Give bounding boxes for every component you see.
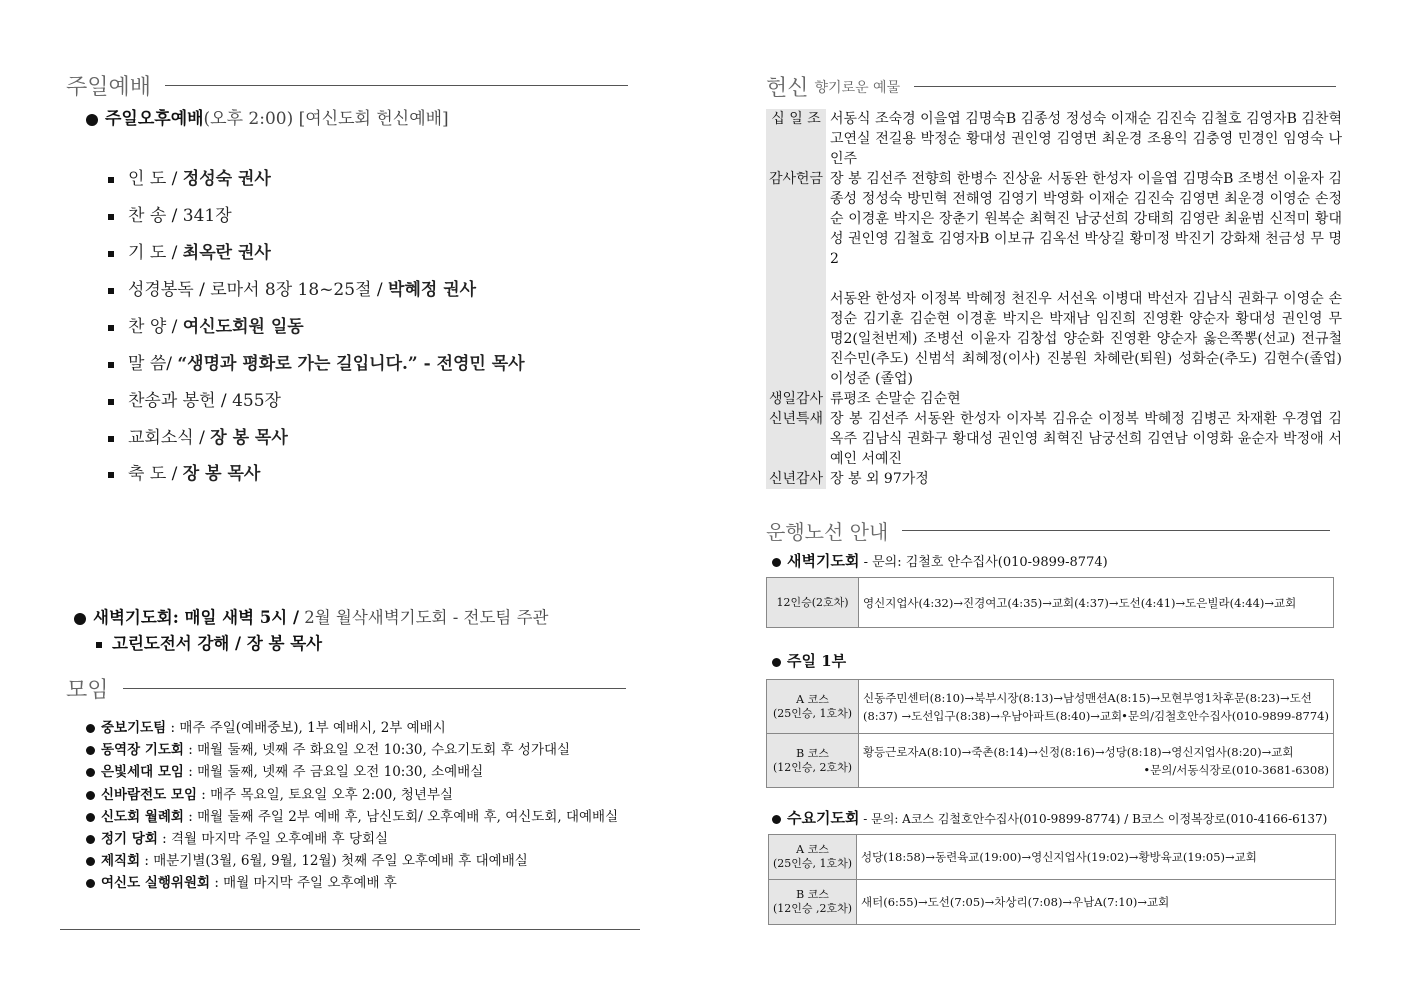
bus-title	[766, 516, 1330, 545]
meeting-name: 중보기도팀	[101, 720, 167, 736]
bullet-dot-icon	[86, 768, 95, 777]
dawn-prayer-sub	[96, 630, 322, 654]
offering-key: 신년감사	[766, 469, 826, 489]
bullet-dot-icon	[86, 879, 95, 888]
offering-key: 신년특새	[766, 409, 826, 469]
course-vehicle: (25인승, 1호차)	[772, 857, 853, 870]
title-rule	[914, 86, 1336, 87]
offering-title-text: 헌신	[766, 76, 809, 101]
meeting-name: 제직회	[101, 853, 141, 870]
offering-key: 십 일 조	[766, 109, 826, 169]
route-key	[769, 835, 857, 880]
meeting-text: : 매주 목요일, 토요일 오후 2:00, 청년부실	[197, 786, 454, 803]
bullet-dot-icon	[86, 724, 95, 733]
meetings-list	[86, 716, 618, 894]
bus-wed-contact: - 문의: A코스 김철호안수집사(010-9899-8774) / B코스 이정복장로(010-4166-6137)	[859, 812, 1328, 826]
route-row	[767, 680, 1334, 734]
square-bullet-icon	[108, 325, 114, 331]
meeting-text: : 매분기별(3월, 6월, 9월, 12월) 첫째 주일 오후예배 후 대예배실	[140, 853, 528, 870]
order-label: 교회소식	[128, 428, 194, 448]
course-vehicle: (25인승, 1호차)	[772, 706, 853, 720]
order-label: 축 도	[128, 464, 167, 484]
meeting-name: 신도회 월례회	[101, 808, 184, 825]
square-bullet-icon	[108, 251, 114, 257]
bus-dawn-heading	[772, 550, 1108, 571]
bus-wed-name: 수요기도회	[787, 809, 860, 827]
title-rule	[902, 530, 1330, 531]
order-item: 말 씀/ “생명과 평화로 가는 길입니다.” - 전영민 목사	[108, 349, 525, 374]
meeting-text: : 매월 둘째, 넷째 주 화요일 오전 10:30, 수요기도회 후 성가대실	[183, 742, 571, 759]
order-value-2: 박혜정 권사	[388, 280, 477, 300]
bullet-dot-icon	[86, 114, 98, 126]
bullet-dot-icon	[86, 857, 95, 866]
meeting-name: 신바람전도 모임	[101, 786, 197, 803]
service-detail: (오후 2:00) [여신도회 헌신예배]	[203, 109, 449, 129]
offering-key: 생일감사	[766, 389, 826, 409]
order-value: 정성숙 권사	[182, 169, 271, 189]
bus-title-text: 운행노선 안내	[766, 520, 889, 544]
order-item: 축 도 / 장 봉 목사	[108, 459, 260, 484]
course-name: B 코스	[796, 746, 829, 760]
order-value: 341장	[182, 206, 232, 226]
meeting-text: : 매월 둘째 주일 2부 예배 후, 남신도회/ 오후예배 후, 여신도회, 대예배실	[183, 808, 619, 825]
meeting-item	[86, 760, 618, 782]
order-label: 기 도	[128, 243, 167, 263]
meetings-title	[66, 673, 626, 704]
meeting-item	[86, 827, 618, 849]
meetings-title-text: 모임	[66, 678, 109, 703]
offering-names: 장 봉 김선주 전향희 한병수 진상윤 서동완 한성자 이을엽 김명숙B 조병선 이윤자 김종성 정성숙 방민혁 전해영 김영기 박영화 이재순 김진숙 김영면 최운경 이영순 손정순 이경훈 박지은 장춘기 원복순 최혁진 남궁선희 강태희 김영란 최윤범 신적미 황대성 권인영 김철호 김영자B 이보규 김옥선 박상길 황미정 박진기 강화채 천금성 무 명2	[830, 171, 1342, 267]
square-bullet-icon	[108, 399, 114, 405]
bus-sunday-table	[766, 679, 1334, 788]
offering-key: 감사헌금	[766, 169, 826, 269]
bus-dawn-name: 새벽기도회	[787, 552, 860, 570]
route-stops: 황등근로자A(8:10)→죽촌(8:14)→신정(8:16)→성당(8:18)→영신지업사(8:20)→교회	[863, 744, 1294, 759]
square-bullet-icon	[108, 362, 114, 368]
bullet-dot-icon	[772, 558, 781, 567]
meeting-text: : 매월 둘째, 넷째 주 금요일 오전 10:30, 소예배실	[183, 764, 484, 781]
bus-sunday-name: 주일 1부	[787, 652, 847, 670]
offering-names: 장 봉 외 97가정	[830, 471, 929, 487]
order-label: 인 도	[128, 169, 167, 189]
offering-row	[766, 269, 1342, 389]
meeting-item	[86, 783, 618, 805]
meeting-name: 은빛세대 모임	[101, 764, 184, 781]
route-row	[767, 578, 1334, 628]
bus-dawn-table	[766, 577, 1334, 628]
meeting-name: 동역장 기도회	[101, 742, 184, 759]
dawn-line1-rest: 2월 월삭새벽기도회 - 전도팀 주관	[298, 608, 549, 627]
title-rule	[165, 85, 628, 86]
route-contact: •문의/서동식장로(010-3681-6308)	[1143, 762, 1329, 777]
offering-row	[766, 409, 1342, 469]
bullet-dot-icon	[86, 746, 95, 755]
square-bullet-icon	[108, 288, 114, 294]
route-row	[767, 734, 1334, 788]
route-stops: 영신지업사(4:32)→진경여고(4:35)→교회(4:37)→도선(4:41)→도은빌라(4:44)→교회	[859, 578, 1334, 628]
worship-title-text: 주일예배	[66, 75, 152, 100]
bottom-rule	[60, 929, 640, 930]
route-key	[767, 680, 859, 734]
order-item: 인 도 / 정성숙 권사	[108, 164, 271, 189]
order-label: 성경봉독	[128, 280, 194, 300]
meeting-text: : 매월 마지막 주일 오후예배 후	[210, 875, 397, 892]
offering-key	[766, 269, 826, 389]
course-vehicle: (12인승 ,2호차)	[772, 902, 853, 915]
bus-dawn-contact: - 문의: 김철호 안수집사(010-9899-8774)	[859, 555, 1108, 570]
meeting-item	[86, 738, 618, 760]
order-label: 말 씀	[128, 354, 167, 374]
route-cell	[859, 734, 1334, 788]
order-label: 찬송과 봉헌	[128, 391, 216, 411]
square-bullet-icon	[96, 642, 102, 648]
route-key	[767, 734, 859, 788]
offering-names: 서동완 한성자 이정복 박혜정 천진우 서선옥 이병대 박선자 김남식 권화구 이영순 손정순 김기훈 김순현 이경훈 박지은 박재남 임진희 진영환 양순자 황대성 권인영 무 명2(일천번제) 조병선 이윤자 김창섭 양순화 진영환 양순자 옳은쪽뽕(선교) 전규철 진수민(추도) 신범석 최혜정(이사) 진봉원 차혜란(퇴원) 성화순(추도) 김현수(졸업) 이성준 (졸업)	[830, 291, 1342, 387]
course-name: A 코스	[796, 843, 829, 856]
sermon-title: “생명과 평화로 가는 길입니다.” - 전영민 목사	[177, 354, 525, 374]
course-name: B 코스	[796, 888, 829, 901]
order-item: 찬 양 / 여신도회원 일동	[108, 312, 304, 337]
offering-row	[766, 389, 1342, 409]
order-item: 성경봉독 / 로마서 8장 18~25절 / 박혜정 권사	[108, 275, 476, 300]
route-row	[769, 835, 1336, 880]
meeting-item	[86, 849, 618, 871]
offering-row	[766, 469, 1342, 489]
bullet-dot-icon	[86, 835, 95, 844]
bus-wed-table	[768, 834, 1336, 925]
square-bullet-icon	[108, 472, 114, 478]
dawn-line2: 고린도전서 강해 / 장 봉 목사	[112, 634, 323, 653]
bus-wed-heading	[772, 807, 1327, 828]
dawn-line1-bold: 새벽기도회: 매일 새벽 5시 /	[93, 608, 299, 627]
route-contact: •문의/김철호안수집사(010-9899-8774)	[1121, 708, 1329, 723]
title-rule	[123, 688, 626, 689]
route-stops: 새터(6:55)→도선(7:05)→차상리(7:08)→우남A(7:10)→교회	[857, 880, 1336, 925]
offering-names: 서동식 조숙경 이을엽 김명숙B 김종성 정성숙 이재순 김진숙 김철호 김영자B 김찬혁 고연실 전길용 박정순 황대성 권인영 김영면 최운경 조용익 김충영 민경인 임영숙 나인주	[830, 111, 1342, 167]
meeting-item	[86, 871, 618, 893]
order-item: 찬송과 봉헌 / 455장	[108, 386, 281, 411]
bus-sunday-heading	[772, 650, 846, 671]
bullet-dot-icon	[772, 658, 781, 667]
offering-names: 류평조 손말순 김순현	[830, 391, 961, 407]
meeting-name: 여신도 실행위원회	[101, 875, 211, 892]
bullet-dot-icon	[86, 791, 95, 800]
square-bullet-icon	[108, 214, 114, 220]
meeting-text: : 매주 주일(예배중보), 1부 예배시, 2부 예배시	[166, 720, 446, 736]
meeting-item	[86, 805, 618, 827]
bullet-dot-icon	[772, 815, 781, 824]
offering-row	[766, 169, 1342, 269]
route-key	[769, 880, 857, 925]
order-value: 여신도회원 일동	[182, 317, 304, 337]
course-name: A 코스	[796, 692, 829, 706]
route-row	[769, 880, 1336, 925]
service-heading	[86, 104, 449, 129]
service-name: 주일오후예배	[105, 109, 204, 129]
bullet-dot-icon	[74, 613, 86, 625]
dawn-prayer	[74, 604, 548, 628]
meeting-text: : 격월 마지막 주일 오후예배 후 당회실	[157, 830, 389, 847]
order-value: 장 봉 목사	[182, 464, 261, 484]
route-stops: 성당(18:58)→동련육교(19:00)→영신지업사(19:02)→황방육교(19:05)→교회	[857, 835, 1336, 880]
order-item: 교회소식 / 장 봉 목사	[108, 423, 288, 448]
route-cell	[859, 680, 1334, 734]
course-vehicle: (12인승, 2호차)	[772, 760, 853, 774]
meeting-name: 정기 당회	[101, 830, 158, 847]
order-value: 로마서 8장 18~25절	[210, 280, 372, 300]
order-value: 최옥란 권사	[182, 243, 271, 263]
order-label: 찬 송	[128, 206, 167, 226]
offering-table	[766, 109, 1342, 489]
square-bullet-icon	[108, 177, 114, 183]
order-label: 찬 양	[128, 317, 167, 337]
offering-row	[766, 109, 1342, 169]
order-value: 장 봉 목사	[210, 428, 288, 448]
route-stops: 신동주민센터(8:10)→북부시장(8:13)→남성맨션A(8:15)→모현부영1차후문(8:23)→도선(8:37) →도선입구(8:38)→우남아파트(8:40)→교회	[863, 690, 1312, 723]
meeting-item	[86, 716, 618, 738]
square-bullet-icon	[108, 436, 114, 442]
offering-names: 장 봉 김선주 서동완 한성자 이자복 김유순 이정복 박혜정 김병곤 차재환 우경엽 김옥주 김남식 권화구 황대성 권인영 최혁진 남궁선희 김연남 이영화 윤순자 박정애 서예인 서예진	[830, 411, 1342, 467]
bullet-dot-icon	[86, 813, 95, 822]
order-item: 기 도 / 최옥란 권사	[108, 238, 271, 263]
offering-subtitle: 향기로운 예물	[814, 79, 901, 96]
route-key: 12인승(2호차)	[767, 578, 859, 628]
order-value: 455장	[232, 391, 281, 411]
worship-title	[66, 70, 628, 101]
order-item: 찬 송 / 341장	[108, 201, 232, 226]
offering-title	[766, 71, 1336, 102]
